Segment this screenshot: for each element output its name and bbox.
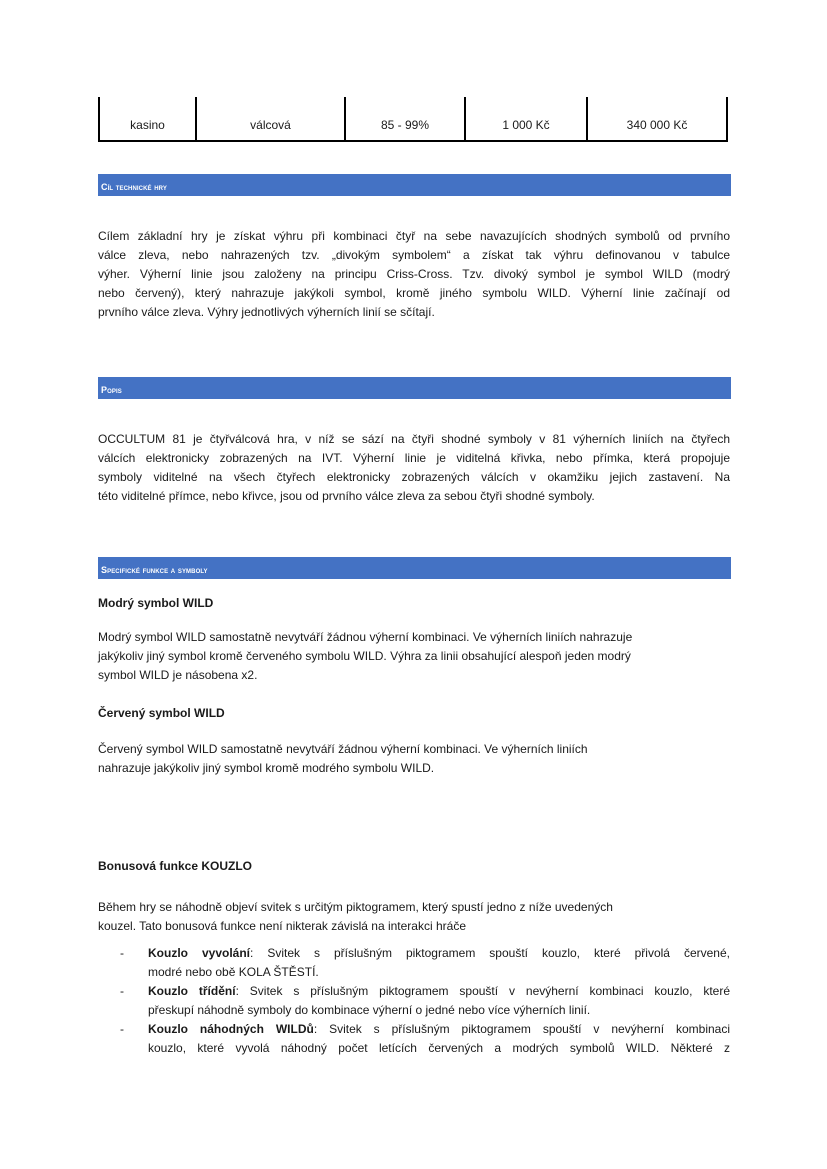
list-dash: - xyxy=(120,946,124,960)
table-cell: válcová xyxy=(195,97,344,140)
list-item-text: : Svitek s příslušným piktogramem spouští v nevýherní kombinaci xyxy=(313,1022,730,1036)
text-line: Během hry se náhodně objeví svitek s určitým piktogramem, který spustí jedno z níže uvedených xyxy=(98,900,613,914)
list-dash: - xyxy=(120,1022,124,1036)
list-dash: - xyxy=(120,984,124,998)
text-line: nahrazuje jakýkoliv jiný symbol kromě modrého symbolu WILD. xyxy=(98,761,435,775)
list-item-text: modré nebo obě KOLA ŠTĚSTÍ. xyxy=(148,965,319,979)
section-header-popis: Popis xyxy=(98,377,731,399)
text-line: kouzel. Tato bonusová funkce není nikterak závislá na interakci hráče xyxy=(98,919,466,933)
heading-cerveny-wild: Červený symbol WILD xyxy=(98,706,225,720)
text-line: této viditelné přímce, nebo křivce, jsou od prvního válce zleva za sebou čtyři shodné symboly. xyxy=(98,489,595,503)
table-cell: 1 000 Kč xyxy=(464,97,586,140)
list-item-text: : Svitek s příslušným piktogramem spouští kouzlo, které přivolá červené, xyxy=(250,946,730,960)
text-line: symboly viditelné na všech čtyřech elektronicky zobrazených válcích v okamžiku jejich zastavení. Na xyxy=(98,470,730,484)
text-line: OCCULTUM 81 je čtyřválcová hra, v níž se sází na čtyři shodné symboly v 81 výherních liniích na čtyřech xyxy=(98,432,730,446)
list-item xyxy=(120,944,730,982)
list-item xyxy=(120,1020,730,1058)
text-line: jakýkoliv jiný symbol kromě červeného symbolu WILD. Výhra za linii obsahující alespoň jeden modrý xyxy=(98,649,631,663)
list-item-title: Kouzlo náhodných WILDů xyxy=(148,1022,314,1036)
list-item xyxy=(120,982,730,1020)
list-item-text: přeskupí náhodně symboly do kombinace výherní o jedné nebo více výherních linií. xyxy=(148,1003,591,1017)
game-info-table-row xyxy=(98,97,728,142)
list-item-text: : Svitek s příslušným piktogramem spouští v nevýherní kombinaci kouzlo, které xyxy=(235,984,730,998)
text-line: válce zleva, nebo nahrazených tzv. „divokým symbolem“ a získat tak výhru definovanou v tabulce xyxy=(98,248,730,262)
list-item-text: kouzlo, které vyvolá náhodný počet letících červených a modrých symbolů WILD. Některé z xyxy=(148,1041,730,1055)
paragraph-bonus xyxy=(98,898,730,936)
text-line: nebo červený), který nahrazuje jakýkoli symbol, kromě jiného symbolu WILD. Výherní linie začínají od xyxy=(98,286,730,300)
text-line: Cílem základní hry je získat výhru při kombinaci čtyř na sebe navazujících shodných symbolů od prvního xyxy=(98,229,730,243)
table-cell: 340 000 Kč xyxy=(586,97,728,140)
list-item-title: Kouzlo třídění xyxy=(148,984,236,998)
paragraph-popis xyxy=(98,430,730,506)
section-header-cil: Cíl technické hry xyxy=(98,174,731,196)
table-cell: kasino xyxy=(98,97,195,140)
section-header-specificke: Specifické funkce a symboly xyxy=(98,557,731,579)
paragraph-modry-wild xyxy=(98,628,730,685)
text-line: symbol WILD je násobena x2. xyxy=(98,668,258,682)
text-line: Modrý symbol WILD samostatně nevytváří žádnou výherní kombinaci. Ve výherních liniích nahrazuje xyxy=(98,630,633,644)
list-item-title: Kouzlo vyvolání xyxy=(148,946,250,960)
heading-bonus-kouzlo: Bonusová funkce KOUZLO xyxy=(98,859,253,873)
paragraph-cerveny-wild xyxy=(98,740,730,778)
paragraph-cil xyxy=(98,227,730,322)
text-line: výher. Výherní linie jsou založeny na principu Criss-Cross. Tzv. divoký symbol je symbol WILD (modrý xyxy=(98,267,730,281)
text-line: Červený symbol WILD samostatně nevytváří žádnou výherní kombinaci. Ve výherních liniích xyxy=(98,742,588,756)
text-line: válcích elektronicky zobrazených na IVT. Výherní linie je viditelná křivka, nebo přímka, která propojuje xyxy=(98,451,730,465)
text-line: prvního válce zleva. Výhry jednotlivých výherních linií se sčítají. xyxy=(98,305,435,319)
table-cell: 85 - 99% xyxy=(344,97,464,140)
heading-modry-wild: Modrý symbol WILD xyxy=(98,596,214,610)
